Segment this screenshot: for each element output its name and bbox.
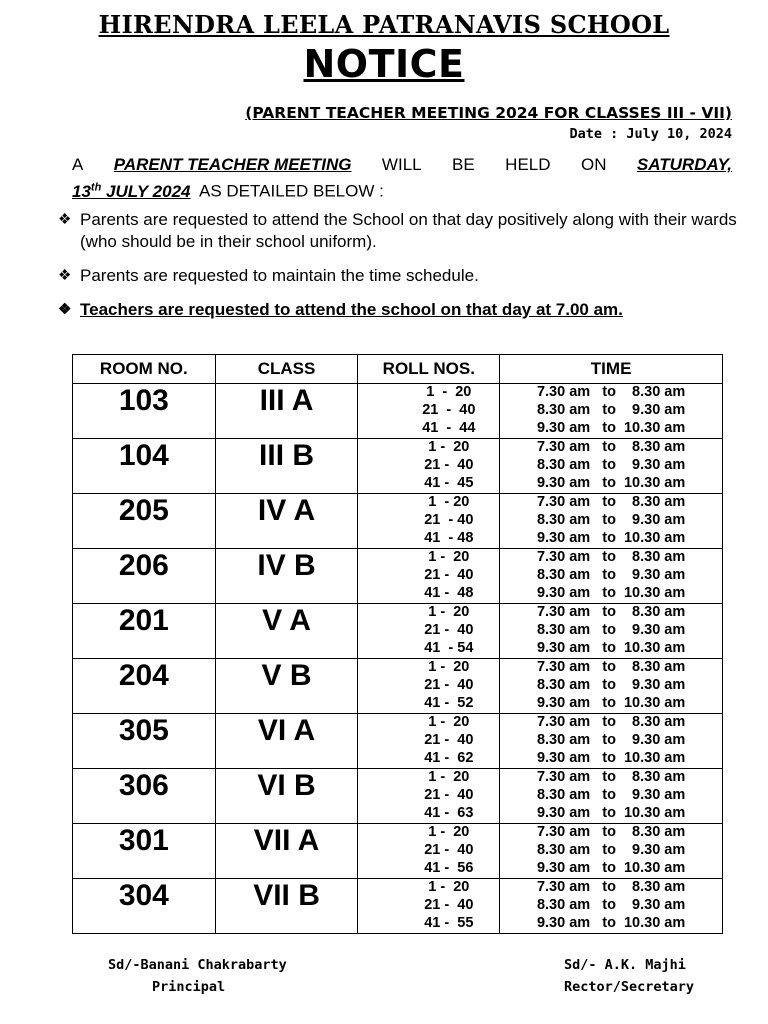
intro-emphasis-event: PARENT TEACHER MEETING [113,155,352,174]
class-name: V B [215,659,358,714]
roll-range: 1 - 20 [428,659,470,675]
time-slots [500,549,723,604]
time-slots [500,384,723,439]
roll-numbers [358,439,500,494]
intro-line-1 [72,154,732,176]
roll-numbers [358,769,500,824]
roll-range: 41 - 48 [424,584,474,601]
time-slot: 8.30 am to 9.30 am [536,676,686,693]
time-slots [500,714,723,769]
time-slots [500,604,723,659]
intro-word: BE [452,155,475,174]
roll-range: 41 - 45 [424,474,474,491]
time-slot: 7.30 am to 8.30 am [536,769,686,785]
header-room: ROOM NO. [73,355,216,384]
time-slot: 9.30 am to 10.30 am [536,419,686,436]
time-slot: 7.30 am to 8.30 am [536,604,686,620]
class-name: VI A [215,714,358,769]
notice-title: NOTICE [303,42,465,86]
roll-numbers [358,494,500,549]
roll-range: 21 - 40 [424,511,474,528]
signature-rector [564,954,694,998]
room-number: 301 [73,824,216,879]
roll-range: 41 - 52 [424,694,474,711]
room-number: 206 [73,549,216,604]
roll-range: 21 - 40 [424,841,474,858]
time-slot: 9.30 am to 10.30 am [536,529,686,546]
header-time: TIME [500,355,723,384]
class-name: VI B [215,769,358,824]
time-slot: 9.30 am to 10.30 am [536,749,686,766]
roll-range: 1 - 20 [428,604,470,620]
time-slots [500,439,723,494]
roll-numbers [358,659,500,714]
time-slot: 8.30 am to 9.30 am [536,401,686,418]
time-slots [500,659,723,714]
time-slot: 9.30 am to 10.30 am [536,584,686,601]
roll-range: 41 - 55 [424,914,474,931]
header-rolls: ROLL NOS. [358,355,500,384]
intro-date-day: 13 [72,181,91,201]
signature-name: Sd/- A.K. Majhi [564,957,686,973]
roll-range: 41 - 62 [424,749,474,766]
room-number: 103 [73,384,216,439]
time-slot: 8.30 am to 9.30 am [536,786,686,803]
table-header-row [73,355,723,384]
roll-numbers [358,384,500,439]
table-row [73,384,723,439]
roll-range: 1 - 20 [428,769,470,785]
list-item: ❖ Parents are requested to maintain the time schedule. [58,266,479,285]
table-row [73,714,723,769]
notice-date: Date : July 10, 2024 [569,126,732,142]
time-slots [500,824,723,879]
time-slot: 7.30 am to 8.30 am [536,714,686,730]
list-item: ❖ Parents are requested to attend the School on that day positively along with their wards (who should be in their school uniform). [58,210,737,251]
time-slot: 9.30 am to 10.30 am [536,639,686,656]
roll-range: 1 - 20 [428,494,470,510]
time-slot: 9.30 am to 10.30 am [536,914,686,931]
time-slot: 7.30 am to 8.30 am [536,439,686,455]
diamond-bullet-icon: ❖ [58,301,72,318]
roll-range: 21 - 40 [424,566,474,583]
roll-numbers [358,549,500,604]
time-slot: 8.30 am to 9.30 am [536,731,686,748]
time-slot: 8.30 am to 9.30 am [536,841,686,858]
school-name: HIRENDRA LEELA PATRANAVIS SCHOOL [98,10,670,39]
room-number: 305 [73,714,216,769]
roll-range: 1 - 20 [428,824,470,840]
roll-range: 1 - 20 [426,384,472,400]
time-slot: 9.30 am to 10.30 am [536,859,686,876]
table-row [73,604,723,659]
time-slot: 9.30 am to 10.30 am [536,474,686,491]
roll-range: 21 - 40 [424,456,474,473]
instruction-list [58,209,738,321]
room-number: 204 [73,659,216,714]
roll-numbers [358,879,500,934]
roll-range: 21 - 40 [424,676,474,693]
roll-range: 41 - 56 [424,859,474,876]
roll-numbers [358,824,500,879]
intro-date [72,182,190,201]
class-name: III A [215,384,358,439]
table-row [73,549,723,604]
time-slot: 8.30 am to 9.30 am [536,511,686,528]
roll-range: 1 - 20 [428,439,470,455]
class-name: VII A [215,824,358,879]
notice-subtitle: (PARENT TEACHER MEETING 2024 FOR CLASSES III - VII) [245,104,732,122]
roll-range: 41 - 54 [424,639,474,656]
time-slot: 7.30 am to 8.30 am [536,384,686,400]
room-number: 306 [73,769,216,824]
roll-range: 21 - 40 [424,621,474,638]
room-number: 201 [73,604,216,659]
intro-word: A [72,155,84,174]
intro-paragraph [72,154,732,203]
diamond-bullet-icon: ❖ [58,211,72,228]
roll-numbers [358,604,500,659]
class-name: VII B [215,879,358,934]
time-slot: 7.30 am to 8.30 am [536,549,686,565]
room-number: 104 [73,439,216,494]
roll-numbers [358,714,500,769]
signature-name: Sd/-Banani Chakrabarty [108,957,287,973]
table-body [73,384,723,934]
intro-tail: AS DETAILED BELOW : [199,181,384,201]
roll-range: 1 - 20 [428,879,470,895]
table-row [73,824,723,879]
schedule-table [72,354,723,934]
class-name: IV B [215,549,358,604]
list-item: ❖ Teachers are requested to attend the school on that day at 7.00 am. [58,300,623,319]
intro-emphasis-day: SATURDAY, [636,155,732,174]
time-slot: 8.30 am to 9.30 am [536,621,686,638]
time-slot: 8.30 am to 9.30 am [536,896,686,913]
time-slot: 9.30 am to 10.30 am [536,804,686,821]
roll-range: 41 - 44 [422,419,476,436]
time-slot: 7.30 am to 8.30 am [536,494,686,510]
intro-line-2 [72,176,732,203]
roll-range: 21 - 40 [424,786,474,803]
table-row [73,879,723,934]
time-slot: 7.30 am to 8.30 am [536,824,686,840]
roll-range: 21 - 40 [424,731,474,748]
roll-range: 41 - 48 [424,529,474,546]
signature-principal [108,954,287,998]
time-slots [500,494,723,549]
time-slot: 8.30 am to 9.30 am [536,566,686,583]
time-slots [500,879,723,934]
time-slot: 8.30 am to 9.30 am [536,456,686,473]
intro-date-suffix: th [90,181,102,193]
table-row [73,494,723,549]
class-name: III B [215,439,358,494]
roll-range: 1 - 20 [428,714,470,730]
table-row [73,439,723,494]
signature-title: Principal [152,979,226,995]
class-name: IV A [215,494,358,549]
time-slot: 7.30 am to 8.30 am [536,879,686,895]
class-name: V A [215,604,358,659]
time-slot: 7.30 am to 8.30 am [536,659,686,675]
time-slots [500,769,723,824]
diamond-bullet-icon: ❖ [58,267,72,284]
room-number: 205 [73,494,216,549]
intro-word: HELD [505,155,551,174]
time-slot: 9.30 am to 10.30 am [536,694,686,711]
roll-range: 21 - 40 [422,401,476,418]
roll-range: 41 - 63 [424,804,474,821]
header-class: CLASS [215,355,358,384]
roll-range: 21 - 40 [424,896,474,913]
table-row [73,769,723,824]
room-number: 304 [73,879,216,934]
roll-range: 1 - 20 [428,549,470,565]
table-row [73,659,723,714]
signature-title: Rector/Secretary [564,979,695,995]
intro-word: ON [580,155,607,174]
intro-word: WILL [381,155,422,174]
intro-date-month: JULY 2024 [106,181,191,201]
